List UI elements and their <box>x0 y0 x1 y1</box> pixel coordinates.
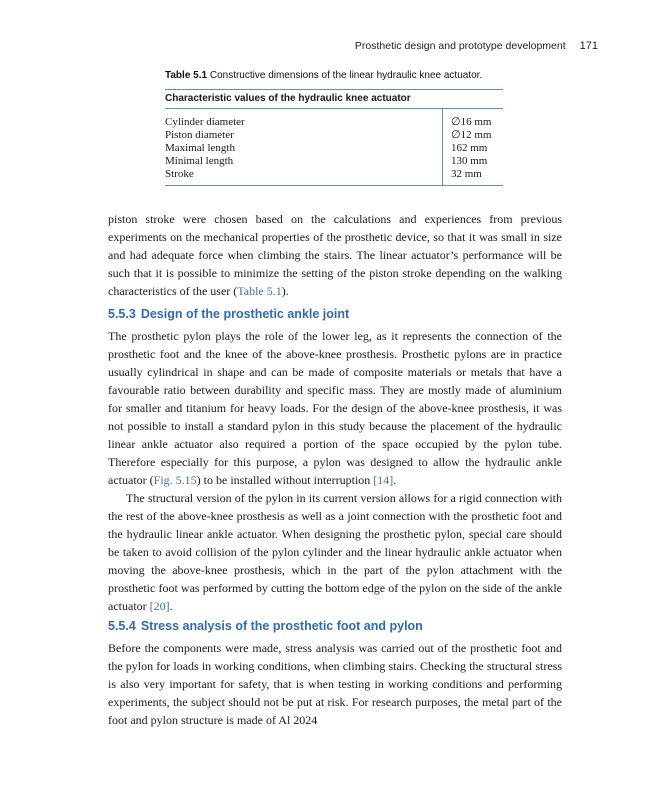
para1-end: ). <box>281 284 289 298</box>
paragraph-structural-version <box>108 489 562 615</box>
para3-end: . <box>169 599 173 613</box>
para2-mid: ) to be installed without interruption <box>196 473 374 487</box>
row-name: Maximal length <box>165 142 235 154</box>
row-value: 130 mm <box>443 155 504 168</box>
row-value: ∅16 mm <box>443 109 504 130</box>
running-title: Prosthetic design and prototype development <box>354 40 566 52</box>
para3-text: The structural version of the pylon in its current version allows for a rigid connection with the rest of the above-knee prosthesis as well as a joint connection with the prosthetic foot and the hydraulic linear ankle actuator. When designing the prosthetic pylon, special care should be taken to avoid collision of the pylon cylinder and the linear hydraulic ankle actuator when moving the above-knee prosthesis, which in the part of the pylon attachment with the prosthetic foot was performed by cutting the bottom edge of the pylon on the side of the ankle actuator <box>108 491 562 613</box>
paragraph-pylon <box>108 327 562 489</box>
fig-5-15-link[interactable]: Fig. 5.15 <box>153 473 197 487</box>
row-value: 162 mm <box>443 142 504 155</box>
row-name: Cylinder diameter <box>165 116 245 128</box>
table-5-1-link[interactable]: Table 5.1 <box>237 284 282 298</box>
table-row <box>165 168 503 186</box>
section-number: 5.5.4 <box>108 619 136 633</box>
table-row <box>165 109 503 130</box>
para1-text: piston stroke were chosen based on the calculations and experiences from previous experiments on the mechanical properties of the prosthetic device, so that it was small in size and had adequate force when climbing the stairs. The linear actuator’s performance will be such that it is possible to minimize the setting of the piston stroke depending on the walking characteristics of the user ( <box>108 212 562 298</box>
section-5-5-3-body <box>108 327 562 615</box>
row-name: Minimal length <box>165 155 234 167</box>
table-caption <box>165 70 503 81</box>
paragraph-stress-analysis: Before the components were made, stress analysis was carried out of the prosthetic foot and the pylon for loads in working conditions, when climbing stairs. Checking the structural stress is also very important for safety, that is when testing in working conditions and performing experiments, the subject should not be put at risk. For research purposes, the metal part of the foot and pylon structure is made of Al 2024 <box>108 641 562 727</box>
ref-20-link[interactable]: [20] <box>149 599 170 613</box>
running-header <box>355 40 598 52</box>
row-name: Stroke <box>165 168 443 186</box>
table-row <box>165 142 503 155</box>
dimensions-table <box>165 89 503 186</box>
row-value: 32 mm <box>443 168 504 186</box>
table-row <box>165 129 503 142</box>
table-caption-label: Table 5.1 <box>165 70 208 81</box>
row-name: Piston diameter <box>165 129 234 141</box>
table-row <box>165 155 503 168</box>
page-number: 171 <box>579 40 598 52</box>
section-5-5-4-heading <box>108 619 423 633</box>
section-number: 5.5.3 <box>108 307 136 321</box>
section-title: Stress analysis of the prosthetic foot and pylon <box>140 619 423 633</box>
table-5-1 <box>165 70 503 186</box>
table-caption-text: Constructive dimensions of the linear hydraulic knee actuator. <box>209 70 483 81</box>
paragraph-piston-stroke <box>108 210 562 300</box>
section-title: Design of the prosthetic ankle joint <box>140 307 350 321</box>
ref-14-link[interactable]: [14] <box>373 473 394 487</box>
para2-text: The prosthetic pylon plays the role of the lower leg, as it represents the connection of the prosthetic foot and the knee of the above-knee prosthesis. Prosthetic pylons are in practice usually cylindrical in shape and can be made of composite materials or metals that have a favourable ratio between durability and specific mass. They are mostly made of aluminium for smaller and titanium for heavy loads. For the design of the above-knee prosthesis, it was not possible to install a standard pylon in this study because the placement of the hydraulic linear ankle actuator also required a portion of the space occupied by the pylon tube. Therefore especially for this purpose, a pylon was designed to allow the hydraulic ankle actuator ( <box>108 329 562 487</box>
section-5-5-4-body <box>108 639 562 729</box>
row-value: ∅12 mm <box>443 129 504 142</box>
table-header: Characteristic values of the hydraulic knee actuator <box>165 90 503 109</box>
section-5-5-3-heading <box>108 307 349 321</box>
para2-end: . <box>393 473 397 487</box>
